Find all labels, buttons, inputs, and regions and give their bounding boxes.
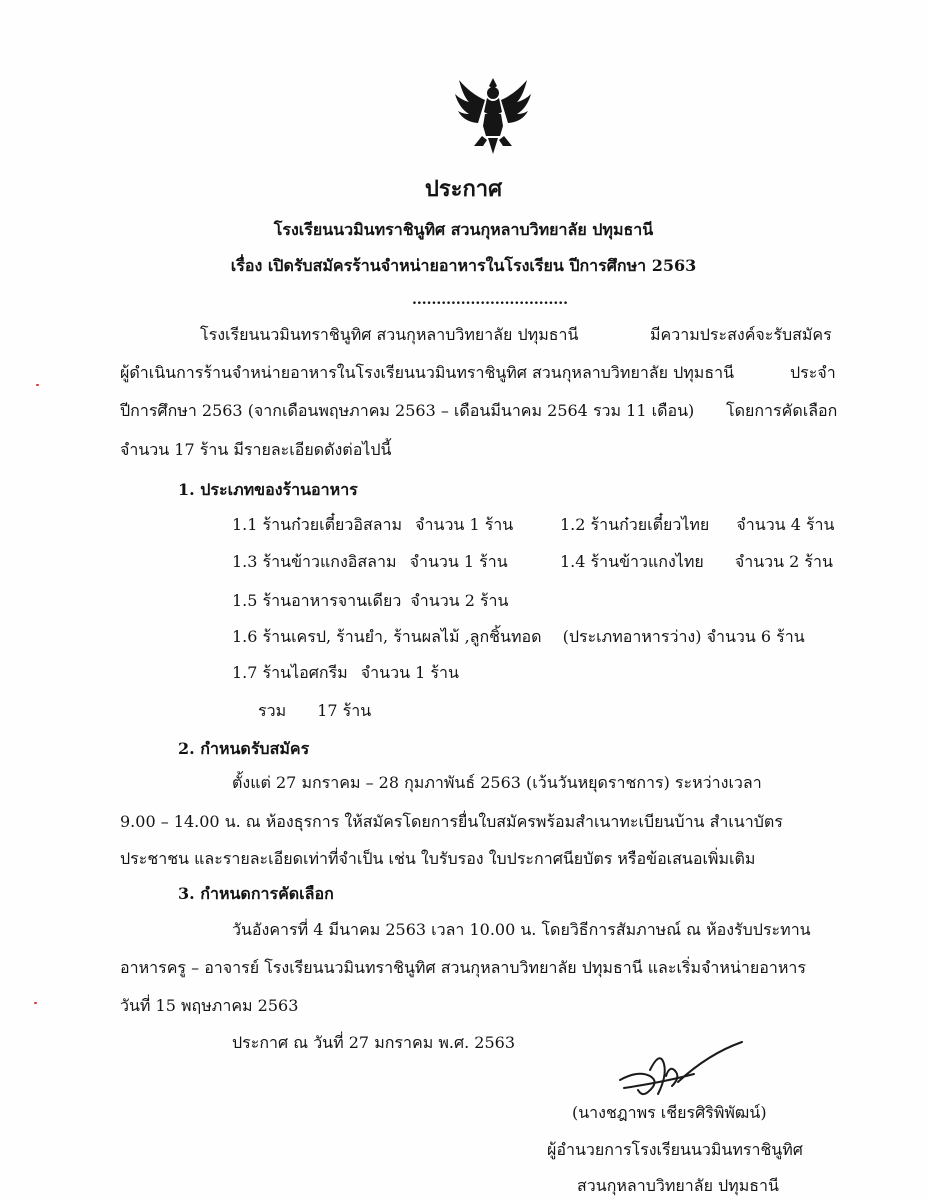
food-type-item: [560, 515, 834, 535]
scan-speck: [36, 384, 39, 386]
announcement-date: ประกาศ ณ วันที่ 27 มกราคม พ.ศ. 2563: [232, 1033, 516, 1052]
separator-dots: ................................: [412, 292, 568, 308]
item-name: ร้านข้าวแกงอิสลาม: [262, 552, 397, 571]
intro-line-2a: ผู้ดำเนินการร้านจำหน่ายอาหารในโรงเรียนนวมินทราชินูทิศ สวนกุหลาบวิทยาลัย ปทุมธานี: [120, 363, 734, 382]
item-count: จำนวน 6 ร้าน: [706, 627, 805, 646]
signatory-name: (นางชฎาพร เชียรศิริพิพัฒน์): [572, 1103, 767, 1122]
item-number: 1.1: [232, 515, 258, 534]
section-3-line-1: วันอังคารที่ 4 มีนาคม 2563 เวลา 10.00 น. โดยวิธีการสัมภาษณ์ ณ ห้องรับประทาน: [232, 920, 811, 939]
item-note: (ประเภทอาหารว่าง): [562, 627, 702, 646]
intro-line-3b: โดยการคัดเลือก: [726, 401, 838, 420]
section-2-heading: 2. กำหนดรับสมัคร: [178, 739, 310, 758]
item-number: 1.5: [232, 591, 258, 610]
food-type-item: [232, 591, 508, 611]
item-count: จำนวน 1 ร้าน: [360, 663, 459, 682]
item-count: จำนวน 2 ร้าน: [734, 552, 833, 571]
item-name: ร้านก๋วยเตี๋ยวอิสลาม: [262, 515, 403, 534]
signatory-school: สวนกุหลาบวิทยาลัย ปทุมธานี: [577, 1176, 779, 1195]
scan-speck: [34, 1002, 37, 1004]
intro-line-3a: ปีการศึกษา 2563 (จากเดือนพฤษภาคม 2563 – เดือนมีนาคม 2564 รวม 11 เดือน): [120, 401, 695, 420]
food-type-item: [232, 663, 459, 683]
intro-line-1b: มีความประสงค์จะรับสมัคร: [650, 325, 832, 344]
food-type-item: [232, 515, 513, 535]
total-row: [258, 701, 371, 721]
section-3-heading: 3. กำหนดการคัดเลือก: [178, 884, 334, 903]
section-2-line-1: ตั้งแต่ 27 มกราคม – 28 กุมภาพันธ์ 2563 (เว้นวันหยุดราชการ) ระหว่างเวลา: [232, 773, 762, 792]
section-2-line-2: 9.00 – 14.00 น. ณ ห้องธุรการ ให้สมัครโดยการยื่นใบสมัครพร้อมสำเนาทะเบียนบ้าน สำเนาบัตร: [120, 812, 783, 831]
announcement-title: ประกาศ: [424, 176, 503, 202]
item-number: 1.6: [232, 627, 258, 646]
intro-line-1a: โรงเรียนนวมินทราชินูทิศ สวนกุหลาบวิทยาลัย ปทุมธานี: [200, 325, 579, 344]
school-name: โรงเรียนนวมินทราชินูทิศ สวนกุหลาบวิทยาลัย ปทุมธานี: [273, 220, 654, 239]
item-name: ร้านอาหารจานเดียว: [262, 591, 402, 610]
item-number: 1.4: [560, 552, 586, 571]
item-number: 1.7: [232, 663, 258, 682]
section-3-line-2: อาหารครู – อาจารย์ โรงเรียนนวมินทราชินูทิศ สวนกุหลาบวิทยาลัย ปทุมธานี และเริ่มจำหน่ายอาหาร: [120, 958, 806, 977]
item-name: ร้านเครป, ร้านยำ, ร้านผลไม้ ,ลูกชิ้นทอด: [262, 627, 542, 646]
handwritten-signature: [610, 1040, 750, 1110]
section-2-line-3: ประชาชน และรายละเอียดเท่าที่จำเป็น เช่น ใบรับรอง ใบประกาศนียบัตร หรือข้อเสนอเพิ่มเติม: [120, 849, 756, 868]
food-type-item: [232, 552, 508, 572]
total-label: รวม: [258, 701, 287, 720]
item-name: ร้านข้าวแกงไทย: [590, 552, 704, 571]
intro-line-4: จำนวน 17 ร้าน มีรายละเอียดดังต่อไปนี้: [120, 440, 392, 459]
section-3-line-3: วันที่ 15 พฤษภาคม 2563: [120, 996, 299, 1015]
intro-line-2b: ประจำ: [790, 363, 836, 382]
item-number: 1.2: [560, 515, 586, 534]
garuda-emblem: [452, 76, 534, 156]
total-value: 17 ร้าน: [317, 701, 372, 720]
signatory-position: ผู้อำนวยการโรงเรียนนวมินทราชินูทิศ: [547, 1140, 803, 1159]
item-count: จำนวน 2 ร้าน: [410, 591, 509, 610]
item-number: 1.3: [232, 552, 258, 571]
item-count: จำนวน 1 ร้าน: [409, 552, 508, 571]
section-1-heading: 1. ประเภทของร้านอาหาร: [178, 480, 358, 499]
item-name: ร้านไอศกรีม: [262, 663, 348, 682]
food-type-item: [560, 552, 833, 572]
food-type-item: [232, 627, 805, 647]
subject-line: เรื่อง เปิดรับสมัครร้านจำหน่ายอาหารในโรงเรียน ปีการศึกษา 2563: [230, 256, 697, 275]
item-count: จำนวน 4 ร้าน: [736, 515, 835, 534]
item-name: ร้านก๋วยเตี๋ยวไทย: [590, 515, 710, 534]
item-count: จำนวน 1 ร้าน: [415, 515, 514, 534]
